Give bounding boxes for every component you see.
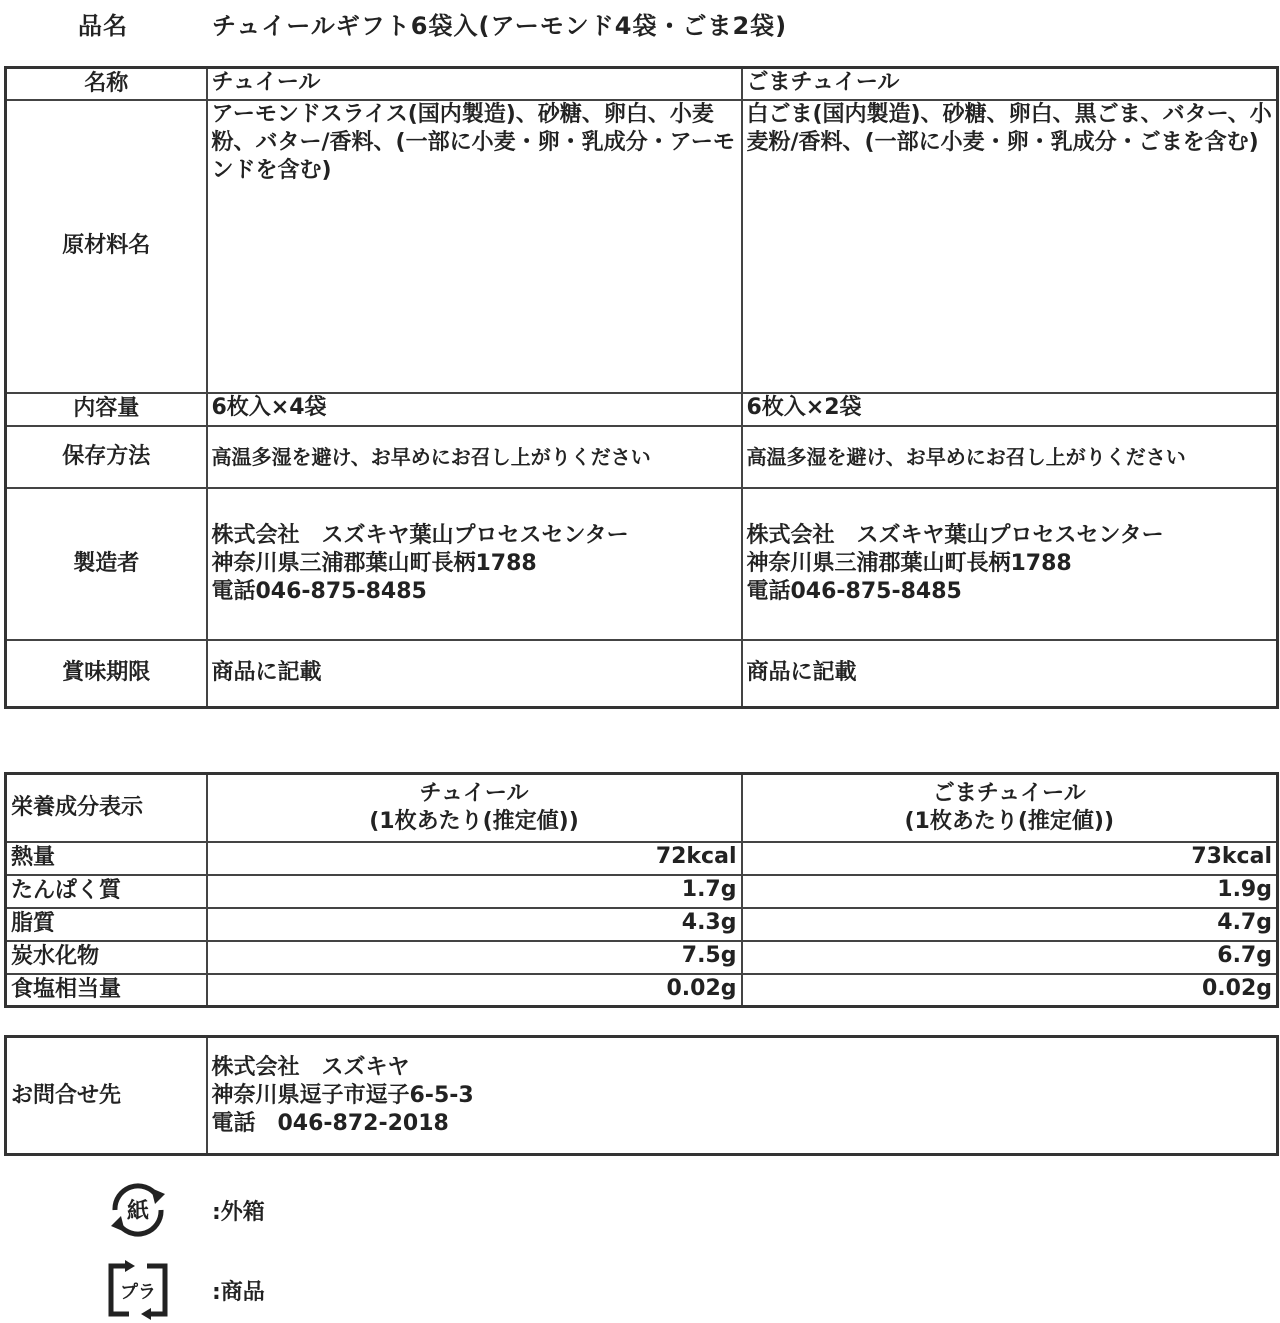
cell-contents-1: 6枚入×4袋 — [207, 393, 742, 426]
nutrition-table — [4, 772, 1279, 1008]
table-row — [6, 1037, 1278, 1155]
cell-manufacturer-2 — [742, 488, 1278, 640]
nutrition-col-basis: (1枚あたり(推定値)) — [904, 808, 1115, 834]
nutrient-value: 4.7g — [742, 908, 1278, 941]
nutrient-value: 1.9g — [742, 875, 1278, 908]
contact-phone: 電話 046-872-2018 — [211, 1110, 449, 1136]
nutrient-label: 熱量 — [6, 842, 207, 875]
contact-details — [207, 1037, 1278, 1155]
table-row — [6, 842, 1278, 875]
manufacturer-company: 株式会社 スズキヤ葉山プロセスセンター — [211, 522, 629, 548]
table-row — [6, 974, 1278, 1007]
cell-best-before-1: 商品に記載 — [207, 640, 742, 708]
manufacturer-company: 株式会社 スズキヤ葉山プロセスセンター — [746, 522, 1164, 548]
table-row — [6, 393, 1278, 426]
product-name-label: 品名 — [78, 12, 128, 40]
nutrient-label: 食塩相当量 — [6, 974, 207, 1007]
table-row — [6, 426, 1278, 488]
nutrient-value: 6.7g — [742, 941, 1278, 974]
nutrition-col-name: ごまチュイール — [932, 780, 1086, 806]
cell-contents-2: 6枚入×2袋 — [742, 393, 1278, 426]
plastic-mark-label: :商品 — [212, 1280, 265, 1305]
manufacturer-phone: 電話046-875-8485 — [746, 578, 962, 604]
manufacturer-address: 神奈川県三浦郡葉山町長柄1788 — [746, 550, 1072, 576]
table-row — [6, 488, 1278, 640]
contact-label: お問合せ先 — [6, 1037, 207, 1155]
row-label-manufacturer: 製造者 — [6, 488, 207, 640]
paper-mark-glyph: 紙 — [126, 1199, 150, 1224]
row-label-best-before: 賞味期限 — [6, 640, 207, 708]
cell-name-1: チュイール — [207, 68, 742, 100]
cell-storage-1: 高温多湿を避け、お早めにお召し上がりください — [207, 426, 742, 488]
table-row — [6, 100, 1278, 393]
row-label-name: 名称 — [6, 68, 207, 100]
nutrient-label: たんぱく質 — [6, 875, 207, 908]
table-row — [6, 908, 1278, 941]
nutrient-value: 0.02g — [742, 974, 1278, 1007]
contact-address: 神奈川県逗子市逗子6-5-3 — [211, 1082, 474, 1108]
cell-ingredients-1: アーモンドスライス(国内製造)、砂糖、卵白、小麦粉、バター/香料、(一部に小麦・卵・乳成分・アーモンドを含む) — [207, 100, 742, 393]
nutrition-col-basis: (1枚あたり(推定値)) — [369, 808, 579, 834]
row-label-ingredients: 原材料名 — [6, 100, 207, 393]
product-name-value: チュイールギフト6袋入(アーモンド4袋・ごま2袋) — [212, 12, 788, 40]
table-row — [6, 941, 1278, 974]
nutrition-col-1 — [207, 774, 742, 842]
cell-storage-2: 高温多湿を避け、お早めにお召し上がりください — [742, 426, 1278, 488]
nutrient-label: 脂質 — [6, 908, 207, 941]
paper-recycle-icon — [105, 1180, 171, 1240]
nutrient-value: 73kcal — [742, 842, 1278, 875]
cell-best-before-2: 商品に記載 — [742, 640, 1278, 708]
contact-company: 株式会社 スズキヤ — [211, 1054, 410, 1080]
plastic-recycle-icon — [105, 1260, 171, 1320]
manufacturer-address: 神奈川県三浦郡葉山町長柄1788 — [211, 550, 537, 576]
cell-ingredients-2: 白ごま(国内製造)、砂糖、卵白、黒ごま、バター、小麦粉/香料、(一部に小麦・卵・乳成分・ごまを含む) — [742, 100, 1278, 393]
nutrition-col-2 — [742, 774, 1278, 842]
nutrition-col-name: チュイール — [419, 780, 529, 806]
cell-manufacturer-1 — [207, 488, 742, 640]
nutrient-value: 4.3g — [207, 908, 742, 941]
table-row — [6, 875, 1278, 908]
manufacturer-phone: 電話046-875-8485 — [211, 578, 427, 604]
row-label-contents: 内容量 — [6, 393, 207, 426]
nutrient-value: 72kcal — [207, 842, 742, 875]
plastic-mark-glyph: プラ — [120, 1282, 156, 1303]
nutrient-label: 炭水化物 — [6, 941, 207, 974]
product-info-table — [4, 66, 1279, 709]
paper-mark-label: :外箱 — [212, 1200, 265, 1225]
nutrient-value: 1.7g — [207, 875, 742, 908]
nutrient-value: 0.02g — [207, 974, 742, 1007]
nutrition-header-label: 栄養成分表示 — [6, 774, 207, 842]
row-label-storage: 保存方法 — [6, 426, 207, 488]
table-row — [6, 774, 1278, 842]
contact-table — [4, 1035, 1279, 1156]
table-row — [6, 640, 1278, 708]
table-row — [6, 68, 1278, 100]
cell-name-2: ごまチュイール — [742, 68, 1278, 100]
nutrient-value: 7.5g — [207, 941, 742, 974]
